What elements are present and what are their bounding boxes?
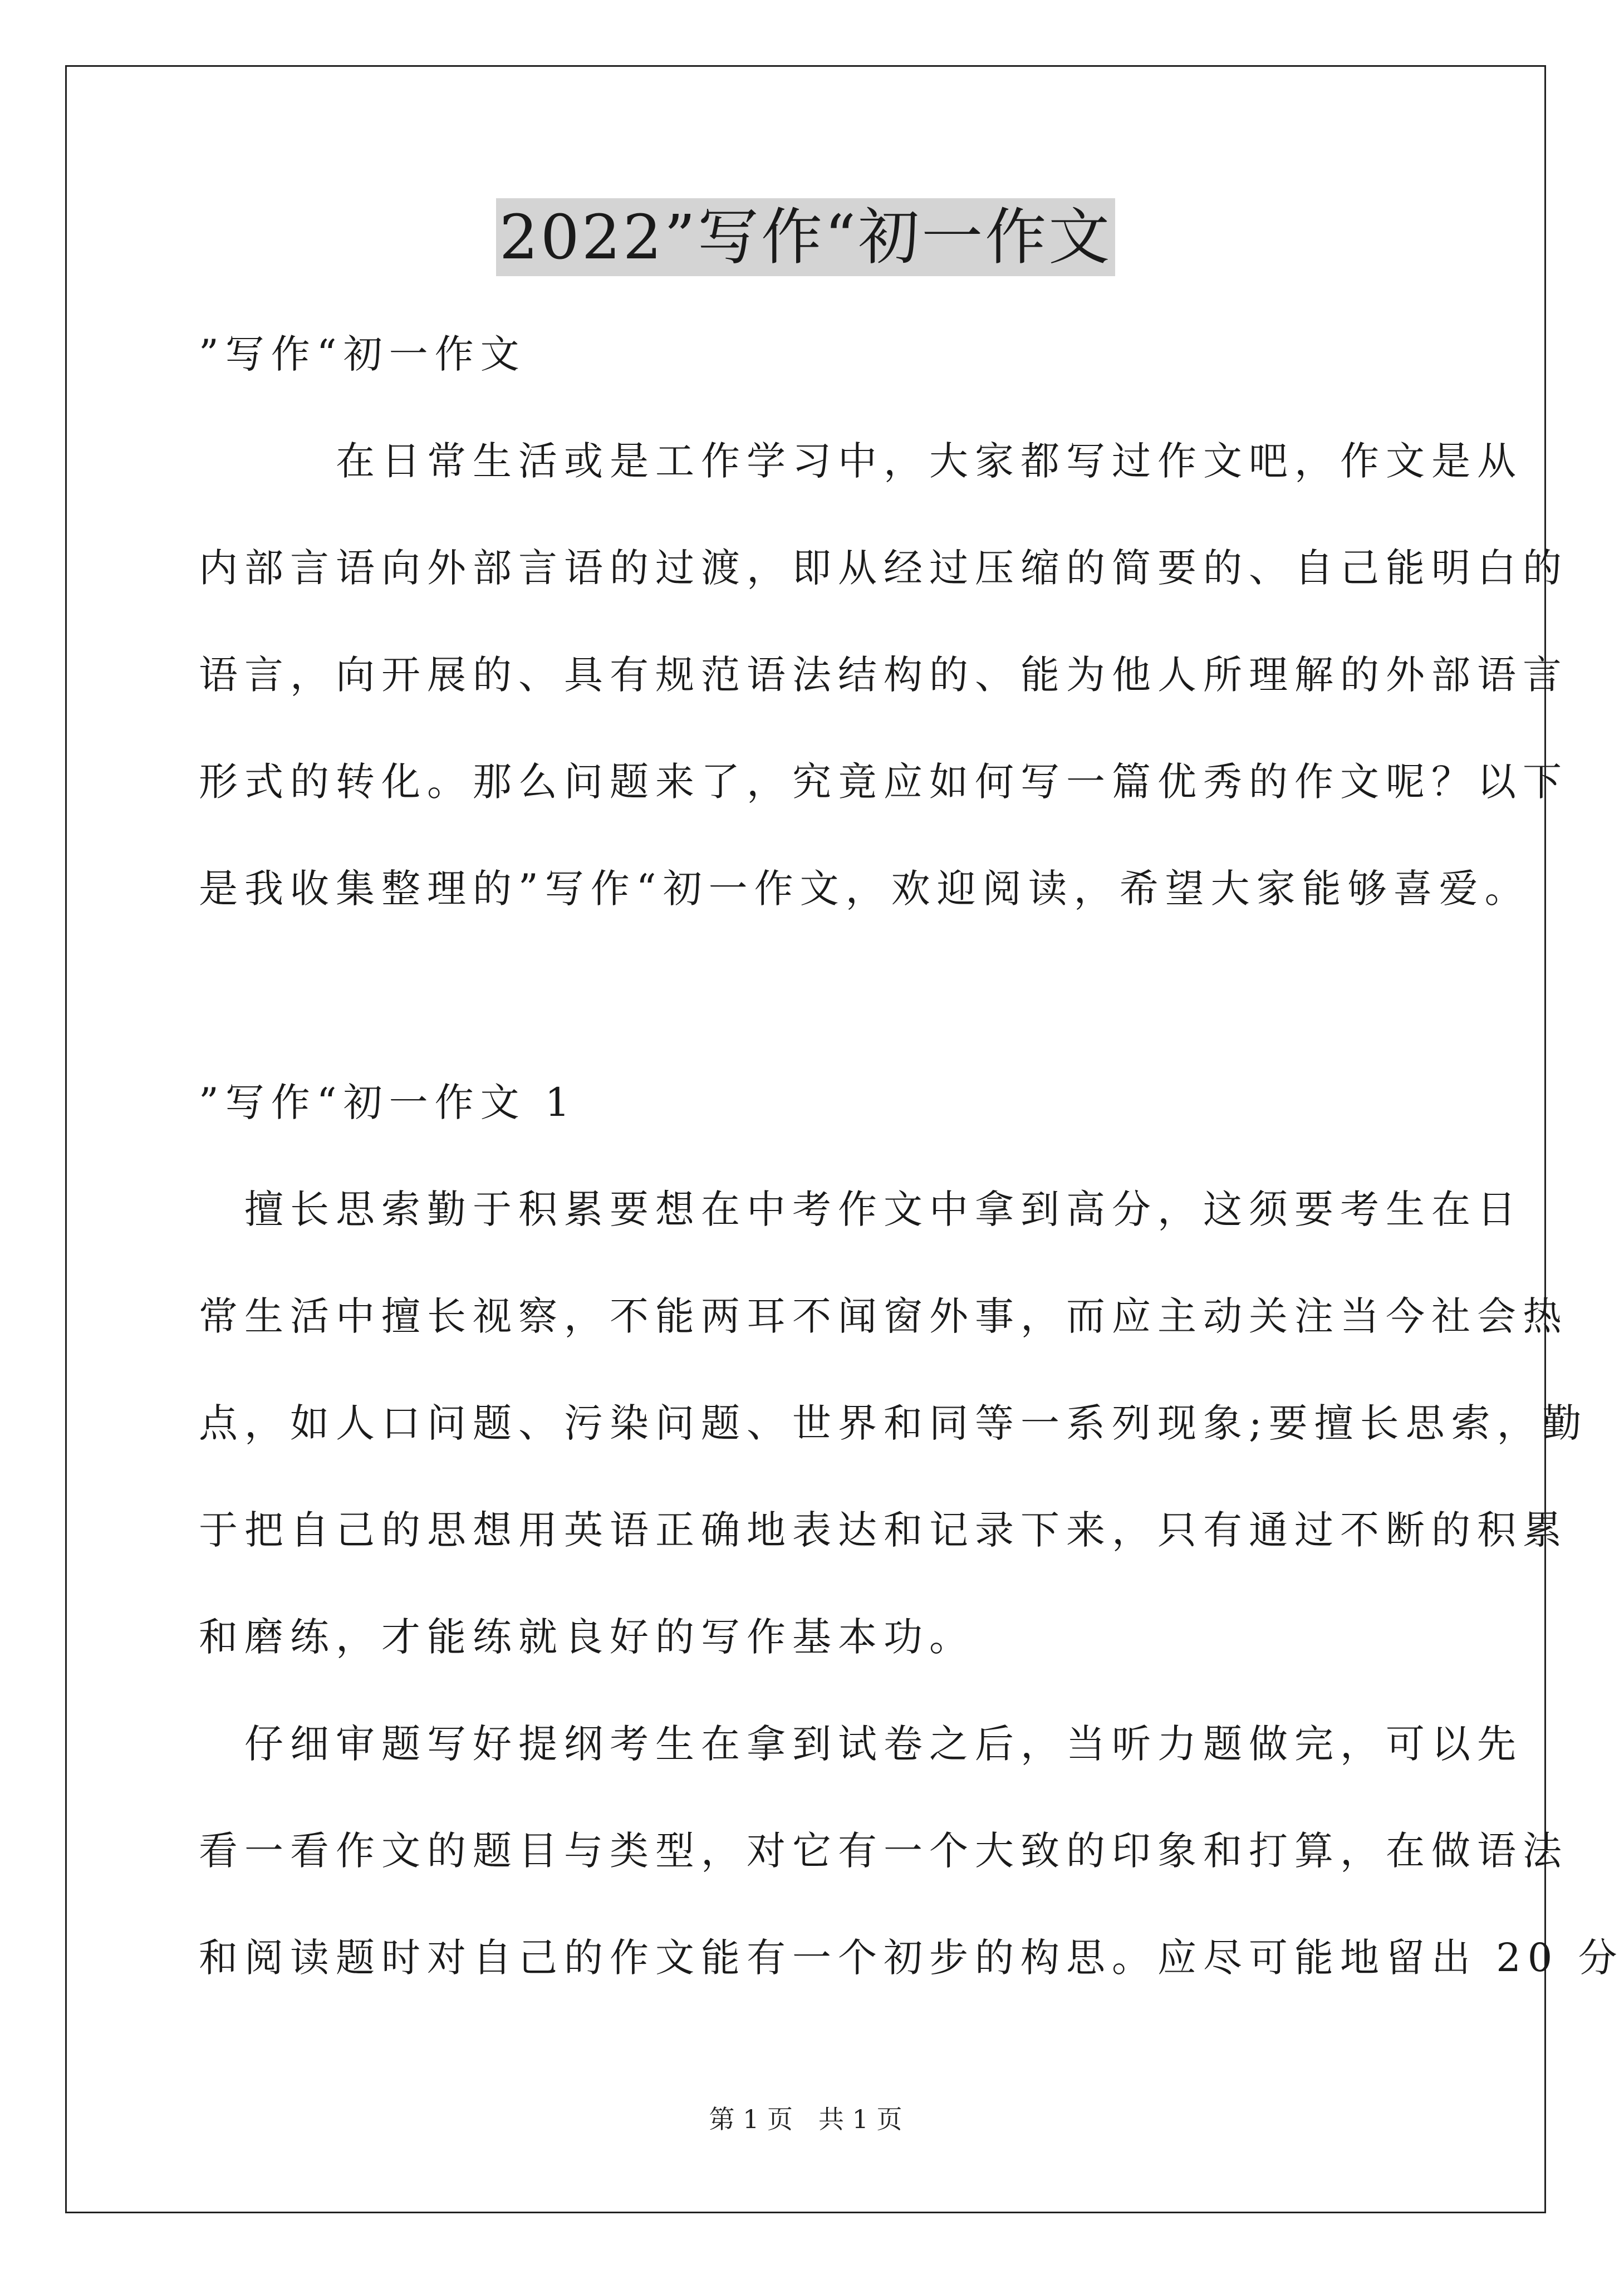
section-heading: ”写作“初一作文 1: [199, 1080, 577, 1125]
document-title: 2022”写作“初一作文: [496, 198, 1115, 276]
text-line: 是我收集整理的”写作“初一作文，欢迎阅读，希望大家能够喜爱。: [199, 866, 1530, 911]
text-line: 形式的转化。那么问题来了，究竟应如何写一篇优秀的作文呢？以下: [199, 759, 1568, 805]
text-line: 于把自己的思想用英语正确地表达和记录下来，只有通过不断的积累: [199, 1507, 1568, 1553]
title-container: [0, 198, 1611, 276]
subtitle: ”写作“初一作文: [199, 331, 526, 377]
paragraph-1: [199, 1156, 1588, 1690]
text-line: 看一看作文的题目与类型，对它有一个大致的印象和打算，在做语法: [199, 1828, 1568, 1874]
text-line: 内部言语向外部言语的过渡，即从经过压缩的简要的、自己能明白的: [199, 545, 1568, 591]
text-line: 常生活中擅长视察，不能两耳不闻窗外事，而应主动关注当今社会热: [199, 1293, 1568, 1339]
paragraph-spacer: [199, 942, 1424, 1049]
paragraph-2: [199, 1690, 1624, 2011]
text-line: 仔细审题写好提纲考生在拿到试卷之后，当听力题做完，可以先: [199, 1721, 1523, 1767]
text-line: 和阅读题时对自己的作文能有一个初步的构思。应尽可能地留出 20 分: [199, 1935, 1624, 1981]
text-line: 在日常生活或是工作学习中，大家都写过作文吧，作文是从: [199, 438, 1523, 484]
page-footer: 第 1 页 共 1 页: [709, 2104, 902, 2134]
intro-paragraph: [199, 408, 1568, 942]
document-body: [199, 301, 1624, 2011]
text-line: 擅长思索勤于积累要想在中考作文中拿到高分，这须要考生在日: [199, 1187, 1523, 1232]
text-line: 语言，向开展的、具有规范语法结构的、能为他人所理解的外部语言: [199, 652, 1568, 698]
text-line: 点，如人口问题、污染问题、世界和同等一系列现象;要擅长思索，勤: [199, 1400, 1588, 1446]
text-line: 和磨练，才能练就良好的写作基本功。: [199, 1614, 975, 1660]
